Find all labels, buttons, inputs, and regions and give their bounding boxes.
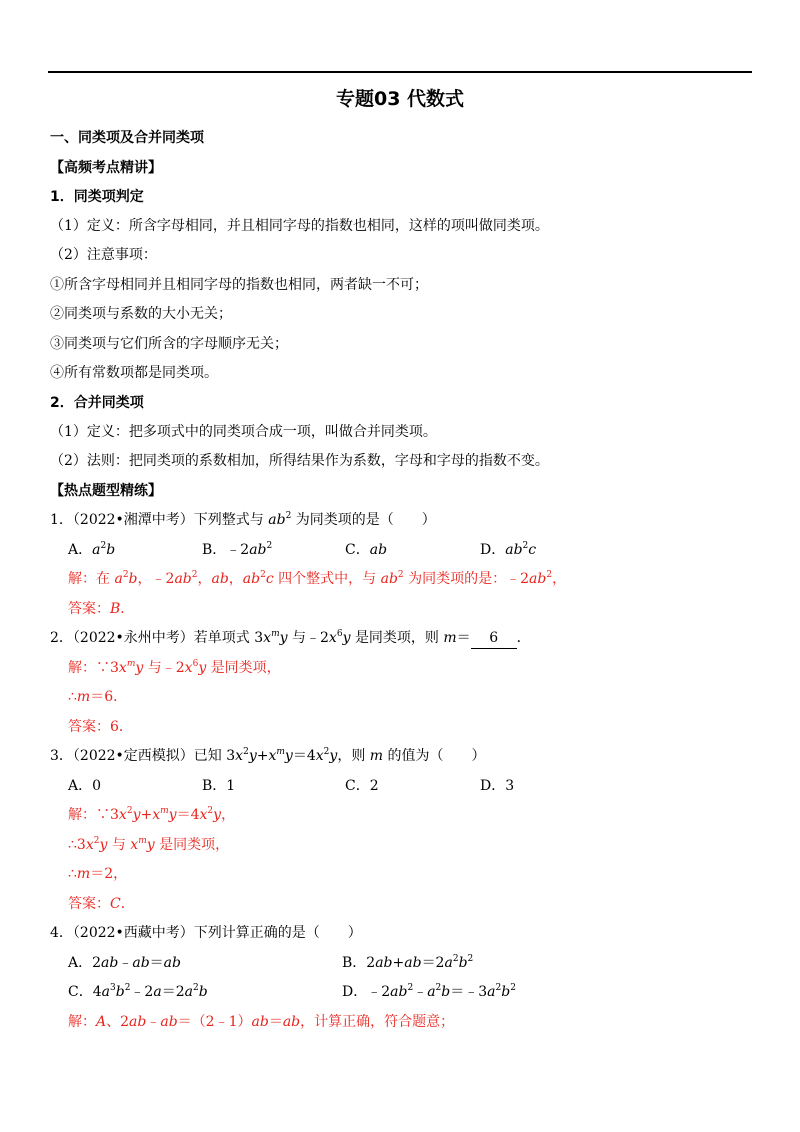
note-item: ②同类项与系数的大小无关； (50, 306, 232, 322)
keypoints-header: 【高频考点精讲】 (50, 160, 162, 176)
option-a: A．$a^2b$ (68, 541, 116, 558)
question-2-answer: 答案：6． (68, 719, 133, 735)
answer-blank: 6 (471, 628, 517, 649)
option-a: A．2ab﹣ab＝ab (68, 955, 181, 971)
question-3-solution-line: $\therefore 3x^2y$ 与 $x^my$ 是同类项， (68, 836, 230, 853)
option-a: A．0 (68, 778, 102, 794)
option-c: C．2 (345, 778, 379, 794)
option-d: D．$ab^2c$ (480, 541, 537, 558)
notes-heading: （2）注意事项： (50, 247, 157, 263)
question-1: 1．（2022•湘潭中考）下列整式与 $ab^2$ 为同类项的是（ ） (50, 511, 436, 528)
question-3-solution-line: ∴m＝2， (68, 866, 128, 882)
practice-header: 【热点题型精练】 (50, 483, 162, 499)
question-4-solution: 解：A、2ab﹣ab＝（2﹣1）ab＝ab，计算正确，符合题意； (68, 1014, 455, 1030)
note-item: ③同类项与它们所含的字母顺序无关； (50, 336, 288, 352)
question-3-solution-line: 解：$\because 3x^2y+x^my=4x^2y$， (68, 806, 236, 823)
subheading-1: 1．同类项判定 (50, 189, 144, 205)
option-c: C．$4a^3b^2﹣2a=2a^2b$ (68, 983, 208, 1000)
subheading-2: 2．合并同类项 (50, 395, 144, 411)
question-2-solution-line: ∴m＝6． (68, 689, 128, 705)
option-b: B．1 (202, 778, 236, 794)
question-1-answer: 答案：B． (68, 601, 135, 617)
question-2-solution-line: 解：$\because 3x^my$ 与$﹣2x^6y$ 是同类项， (68, 659, 281, 676)
question-2: 2．（2022•永州中考）若单项式 $3x^my$ 与$﹣2x^6y$ 是同类项，则 m＝ 6 ． (50, 628, 760, 649)
option-d: D．$﹣2ab^2﹣a^2b=﹣3a^2b^2$ (342, 983, 516, 1000)
definition-1: （1）定义：所含字母相同，并且相同字母的指数也相同，这样的项叫做同类项。 (50, 218, 549, 234)
definition-2: （1）定义：把多项式中的同类项合成一项，叫做合并同类项。 (50, 424, 437, 440)
option-d: D．3 (480, 778, 515, 794)
page-title: 专题03 代数式 (335, 88, 465, 110)
header-rule (48, 71, 752, 73)
note-item: ①所含字母相同并且相同字母的指数也相同，两者缺一不可； (50, 277, 428, 293)
question-1-solution: 解：在 $a^2b$，$﹣2ab^2$，ab，$ab^2c$ 四个整式中，与 $ab^2$ 为同类项的是：$﹣2ab^2$， (68, 570, 567, 587)
question-3: 3．（2022•定西模拟）已知 $3x^2y+x^my=4x^2y$，则 m 的值为（ ） (50, 747, 486, 764)
option-b: B．$2ab+ab=2a^2b^2$ (342, 954, 474, 971)
question-3-answer: 答案：C． (68, 896, 135, 912)
option-c: C．ab (345, 542, 388, 558)
rule-2: （2）法则：把同类项的系数相加，所得结果作为系数，字母和字母的指数不变。 (50, 453, 549, 469)
question-4: 4．（2022•西藏中考）下列计算正确的是（ ） (50, 925, 362, 941)
section-heading: 一、同类项及合并同类项 (50, 130, 204, 146)
option-b: B．$﹣2ab^2$ (202, 541, 273, 558)
note-item: ④所有常数项都是同类项。 (50, 365, 218, 381)
